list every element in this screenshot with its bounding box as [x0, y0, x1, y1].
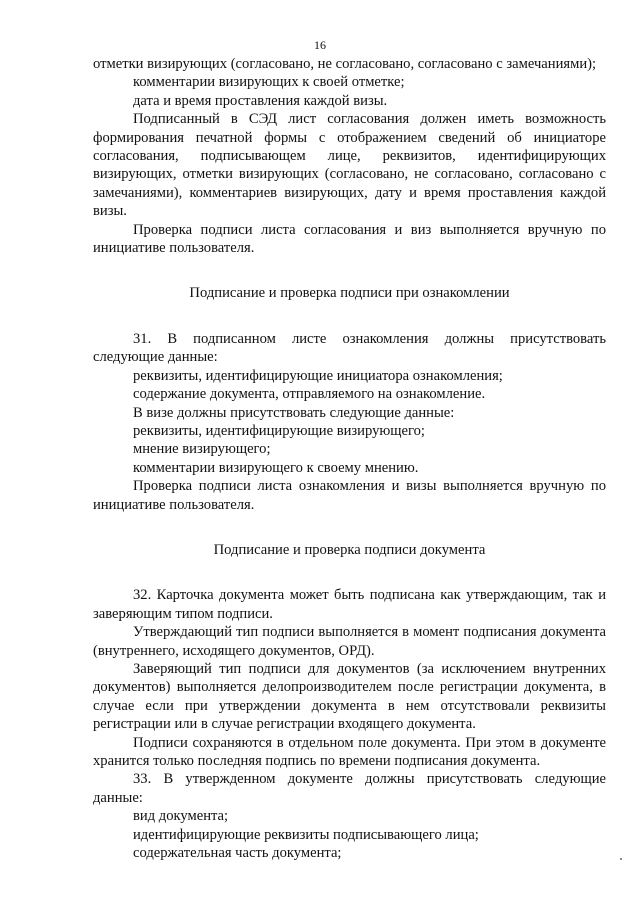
paragraph: Утверждающий тип подписи выполняется в момент подписания документа (внутреннего, исходящего документов, ОРД).: [93, 624, 606, 659]
list-item: реквизиты, идентифицирующие инициатора ознакомления;: [133, 367, 503, 384]
list-item: комментарии визирующего к своему мнению.: [133, 459, 419, 476]
paragraph: Подписанный в СЭД лист согласования должен иметь возможность формирования печатной формы с отображением сведений об инициаторе согласования, подписывающем лице, реквизитов, идентифицирующих визирующих, отметки визирующих (согласовано, не согласовано, согласовано с замечаниями), комментариев визирующих, дату и время проставления каждой визы.: [93, 111, 606, 220]
list-item: содержательная часть документа;: [133, 845, 342, 862]
section-heading: Подписание и проверка подписи при ознакомлении: [189, 285, 510, 302]
list-item: отметки визирующих (согласовано, не согласовано, согласовано с замечаниями);: [93, 56, 597, 72]
list-item: комментарии визирующих к своей отметке;: [133, 74, 405, 91]
paragraph: 32. Карточка документа может быть подписана как утверждающим, так и заверяющим типом подписи.: [93, 587, 606, 622]
scan-speck: [620, 858, 622, 860]
list-item: идентифицирующие реквизиты подписывающего лица;: [133, 826, 479, 843]
list-item: мнение визирующего;: [133, 441, 271, 458]
list-item: содержание документа, отправляемого на ознакомление.: [133, 386, 486, 403]
paragraph: Проверка подписи листа ознакомления и визы выполняется вручную по инициативе пользователя.: [93, 478, 606, 513]
list-item: реквизиты, идентифицирующие визирующего;: [133, 422, 425, 439]
section-heading: Подписание и проверка подписи документа: [213, 541, 486, 558]
list-item: дата и время проставления каждой визы.: [133, 92, 388, 109]
paragraph: 31. В подписанном листе ознакомления должны присутствовать следующие данные:: [93, 330, 606, 366]
list-item: В визе должны присутствовать следующие данные:: [133, 404, 455, 421]
page-number: 16: [314, 38, 326, 52]
paragraph: Проверка подписи листа согласования и виз выполняется вручную по инициативе пользователя.: [93, 221, 606, 257]
document-body: [93, 55, 606, 862]
paragraph: Заверяющий тип подписи для документов (за исключением внутренних документов) выполняется делопроизводителем после регистрации документа, в случае если при утверждении документа в нем отсутствовали реквизиты регистрации или в случае регистрации входящего документа.: [93, 660, 606, 733]
paragraph: Подписи сохраняются в отдельном поле документа. При этом в документе хранится только последняя подпись по времени подписания документа.: [93, 734, 606, 769]
list-item: вид документа;: [133, 808, 229, 825]
paragraph: 33. В утвержденном документе должны присутствовать следующие данные:: [93, 771, 606, 806]
